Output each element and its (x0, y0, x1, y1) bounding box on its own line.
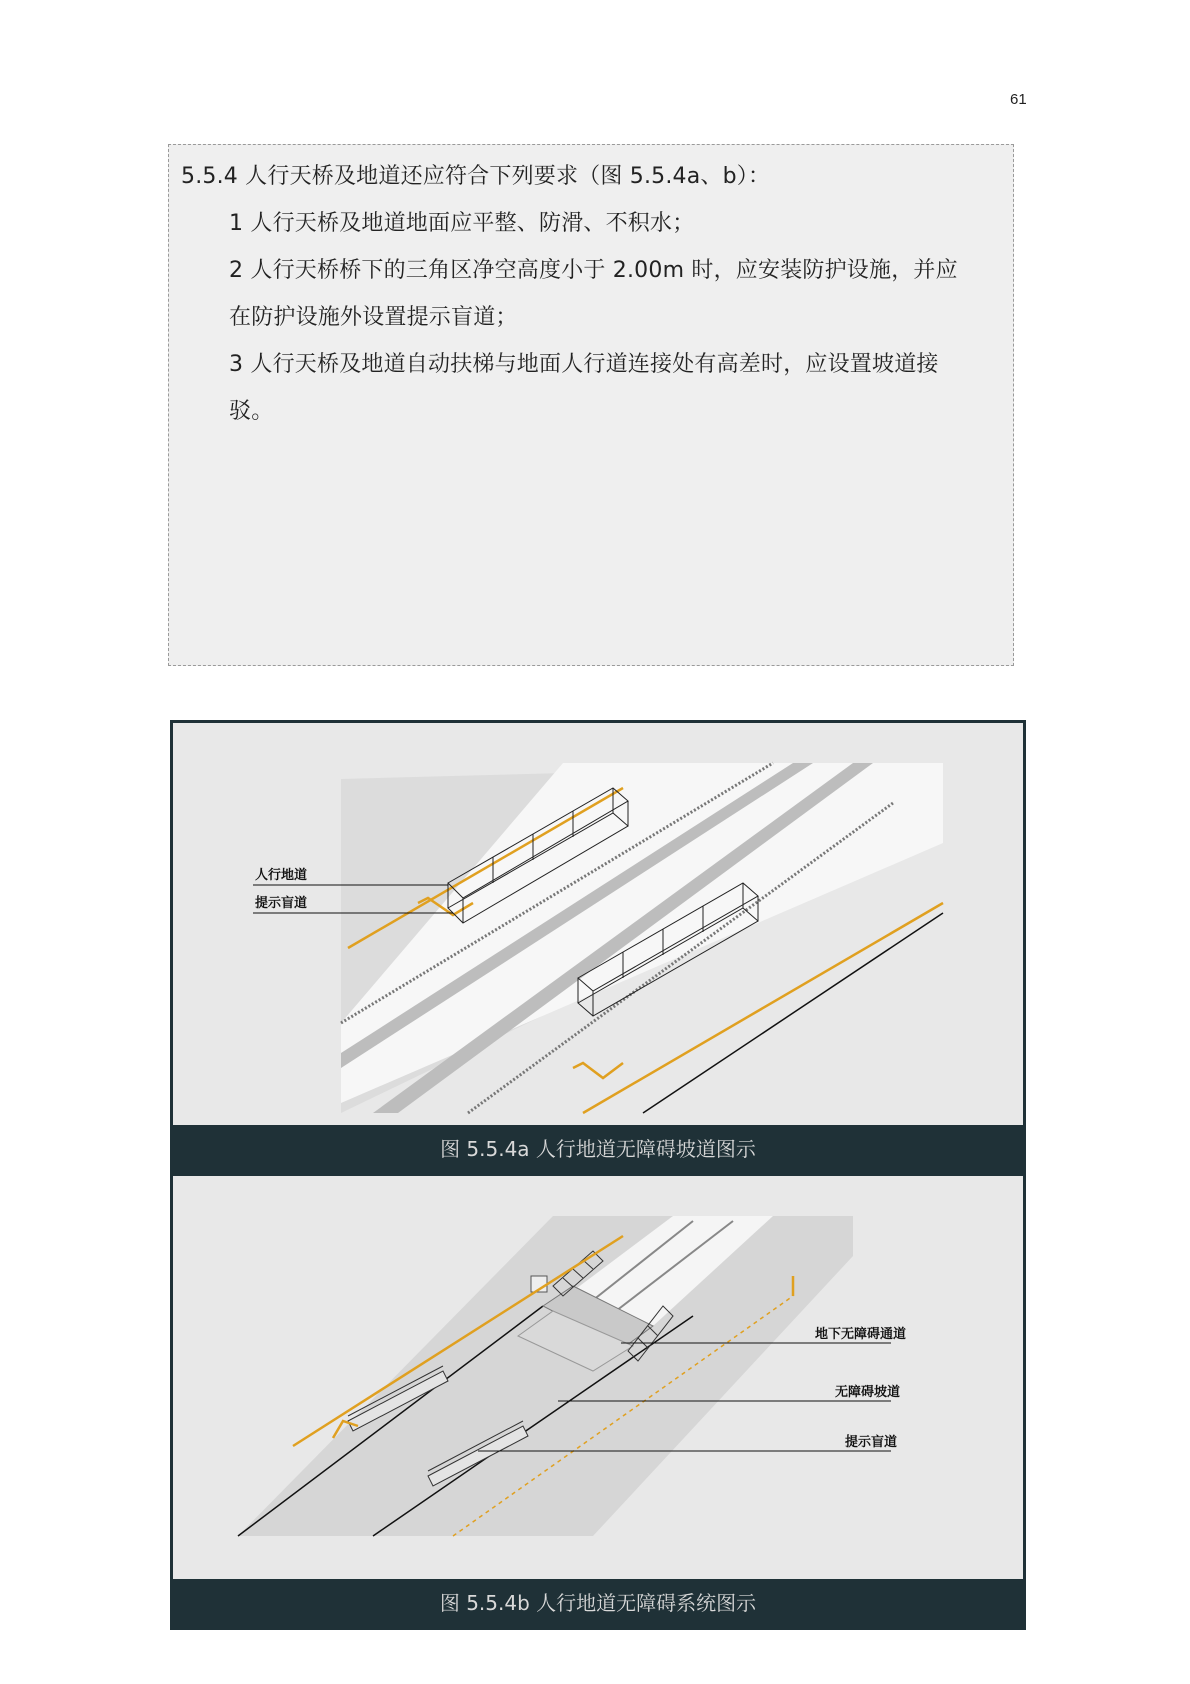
figure-a (170, 720, 1026, 1176)
figure-b-caption: 图 5.5.4b 人行地道无障碍系统图示 (173, 1579, 1023, 1627)
clause-item-1: 1 人行天桥及地道地面应平整、防滑、不积水； (229, 211, 695, 236)
clause-box (168, 144, 1014, 666)
page-number: 61 (1010, 91, 1027, 108)
figure-b-drawing (173, 1176, 1023, 1582)
clause-item-2: 2 人行天桥桥下的三角区净空高度小于 2.00m 时，应安装防护设施，并应 (229, 258, 958, 283)
figure-b (170, 1176, 1026, 1630)
clause-item-3: 3 人行天桥及地道自动扶梯与地面人行道连接处有高差时，应设置坡道接 (229, 352, 939, 377)
clause-item-3-cont: 驳。 (229, 399, 274, 424)
tactile-turn-2 (573, 1063, 623, 1078)
clause-heading: 5.5.4 人行天桥及地道还应符合下列要求（图 5.5.4a、b）： (181, 164, 771, 189)
ground-surface (238, 1216, 853, 1536)
label-tactile-paving-a: 提示盲道 (255, 896, 308, 911)
clause-item-2-cont: 在防护设施外设置提示盲道； (229, 305, 518, 330)
figure-a-caption: 图 5.5.4a 人行地道无障碍坡道图示 (173, 1125, 1023, 1173)
label-accessible-ramp: 无障碍坡道 (835, 1385, 901, 1400)
label-underground-accessible-passage: 地下无障碍通道 (815, 1327, 907, 1342)
label-tactile-paving-b: 提示盲道 (845, 1435, 898, 1450)
figure-a-drawing (173, 723, 1023, 1131)
label-pedestrian-subway: 人行地道 (255, 868, 308, 883)
